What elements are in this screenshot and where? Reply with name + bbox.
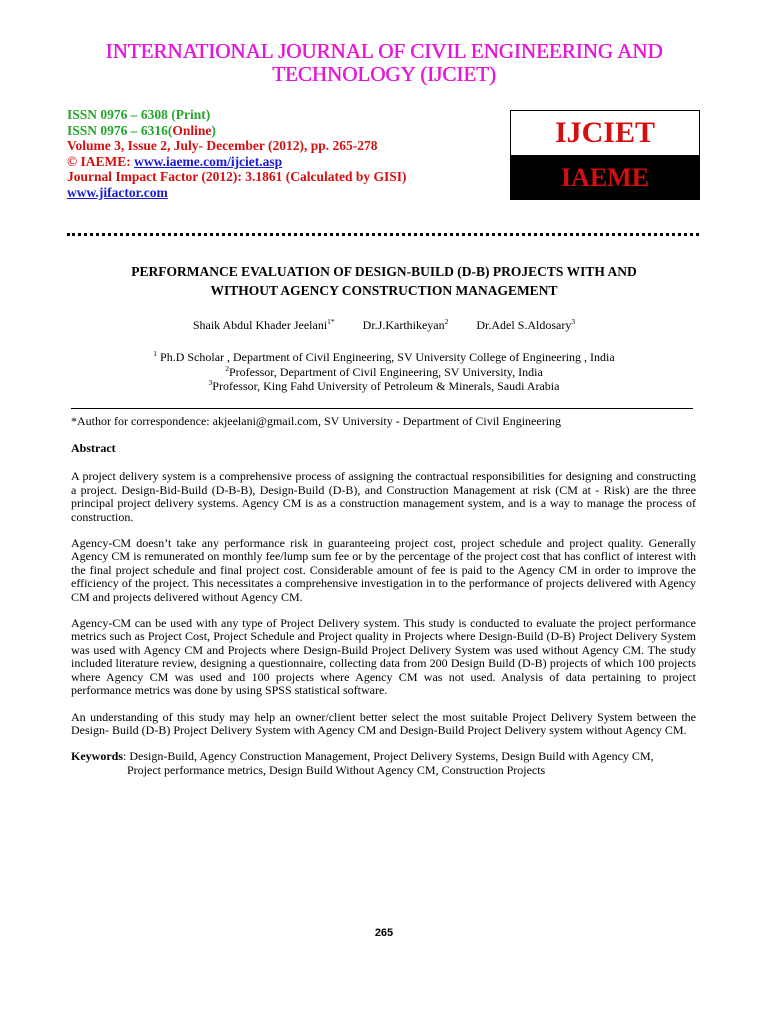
affiliations — [0, 350, 768, 394]
iaeme-link[interactable]: www.iaeme.com/ijciet.asp — [134, 153, 283, 169]
paper-title-line2: WITHOUT AGENCY CONSTRUCTION MANAGEMENT — [210, 283, 558, 298]
journal-logo — [510, 110, 700, 200]
page-number: 265 — [374, 927, 394, 939]
author-3-sup: 3 — [571, 317, 576, 326]
abstract-paragraph-1: A project delivery system is a comprehensive process of assigning the contractual responsibilities for designing and constructing a project. Design-Bid-Build (D-B-B), Design-Build (D-B), and Construction Management at risk (CM at - Risk) are the three principal project delivery systems. Agency CM is as a construction management system, and is a way to manage the process of construction. — [71, 469, 696, 524]
issn-print: ISSN 0976 – 6308 (Print) — [67, 107, 211, 122]
affiliation-2: $^2$Professor, Department of Civil Engineering, SV University, India — [225, 363, 543, 379]
author-2-sup: 2 — [444, 317, 449, 326]
dotted-divider — [67, 225, 699, 236]
author-3: Dr.Adel S.Aldosary — [476, 318, 572, 332]
journal-title-line2: TECHNOLOGY (IJCIET) — [272, 62, 496, 86]
affiliation-3: $^3$Professor, King Fahd University of Petroleum & Minerals, Saudi Arabia — [208, 378, 560, 393]
keywords-line2: Project performance metrics, Design Build Without Agency CM, Construction Projects — [127, 762, 546, 777]
logo-ijciet: IJCIET — [510, 110, 700, 156]
issn-online: ISSN 0976 – 6316(Online) — [67, 122, 216, 138]
correspondence-note: *Author for correspondence: akjeelani@gmail.com, SV University - Department of Civil Engineering — [71, 414, 562, 428]
author-2: Dr.J.Karthikeyan — [362, 318, 445, 332]
keywords-line1: : Design-Build, Agency Construction Management, Project Delivery Systems, Design Build with Agency CM, — [123, 749, 654, 764]
author-1: Shaik Abdul Khader Jeelani — [192, 318, 328, 332]
volume-info: Volume 3, Issue 2, July- December (2012), pp. 265-278 — [67, 138, 378, 153]
paper-title — [70, 262, 698, 300]
keywords-label: Keywords — [71, 749, 123, 764]
abstract-paragraph-4: An understanding of this study may help an owner/client better select the most suitable Project Delivery System between the Design- Build (D-B) Project Delivery System with Agency CM and Design-Build Project Delivery system without Agency CM. — [71, 709, 696, 737]
author-list — [0, 318, 768, 333]
abstract-paragraph-2: Agency-CM doesn’t take any performance risk in guaranteeing project cost, project schedule and project quality. Generally Agency CM is remunerated on monthly fee/lump sum fee or by the percentage of the project cost that has conflict of interest with the final project schedule and final project cost. Considerable amount of fee is paid to the Agency CM in order to improve the efficiency of the project. This necessitates a comprehensive investigation in to the performance of projects delivered with Agency CM and projects delivered without Agency CM. — [71, 536, 696, 604]
abstract-paragraph-3: Agency-CM can be used with any type of Project Delivery system. This study is conducted to evaluate the project performance metrics such as Project Cost, Project Schedule and Project quality in Projects where Design-Build (D-B) Project Delivery System was used with Agency CM and Projects where Design-Build Project Delivery System was used without Agency CM. The study included literature review, designing a questionnaire, collecting data from 200 Design Build (D-B) projects of which 100 projects where Agency CM was used and 100 projects where Agency CM was not used. Analysis of data pertaining to project performance metrics was done by using SPSS statistical software. — [71, 616, 696, 698]
keywords — [71, 750, 696, 777]
paper-title-line1: PERFORMANCE EVALUATION OF DESIGN-BUILD (D-B) PROJECTS WITH AND — [131, 264, 637, 279]
journal-title — [0, 40, 768, 86]
journal-title-line1: INTERNATIONAL JOURNAL OF CIVIL ENGINEERING AND — [105, 39, 663, 63]
abstract-heading: Abstract — [71, 441, 116, 455]
abstract-section — [71, 442, 696, 777]
logo-iaeme: IAEME — [510, 155, 700, 200]
copyright-line: © IAEME: www.iaeme.com/ijciet.asp — [67, 153, 283, 169]
journal-meta — [67, 107, 497, 200]
impact-factor: Journal Impact Factor (2012): 3.1861 (Calculated by GISI) — [67, 169, 407, 184]
jifactor-link[interactable]: www.jifactor.com — [67, 184, 168, 200]
correspondence-rule — [71, 408, 693, 409]
author-1-sup: 1* — [327, 317, 335, 326]
affiliation-1: $^1$ Ph.D Scholar , Department of Civil Engineering, SV University College of Engineering , India — [153, 349, 615, 364]
